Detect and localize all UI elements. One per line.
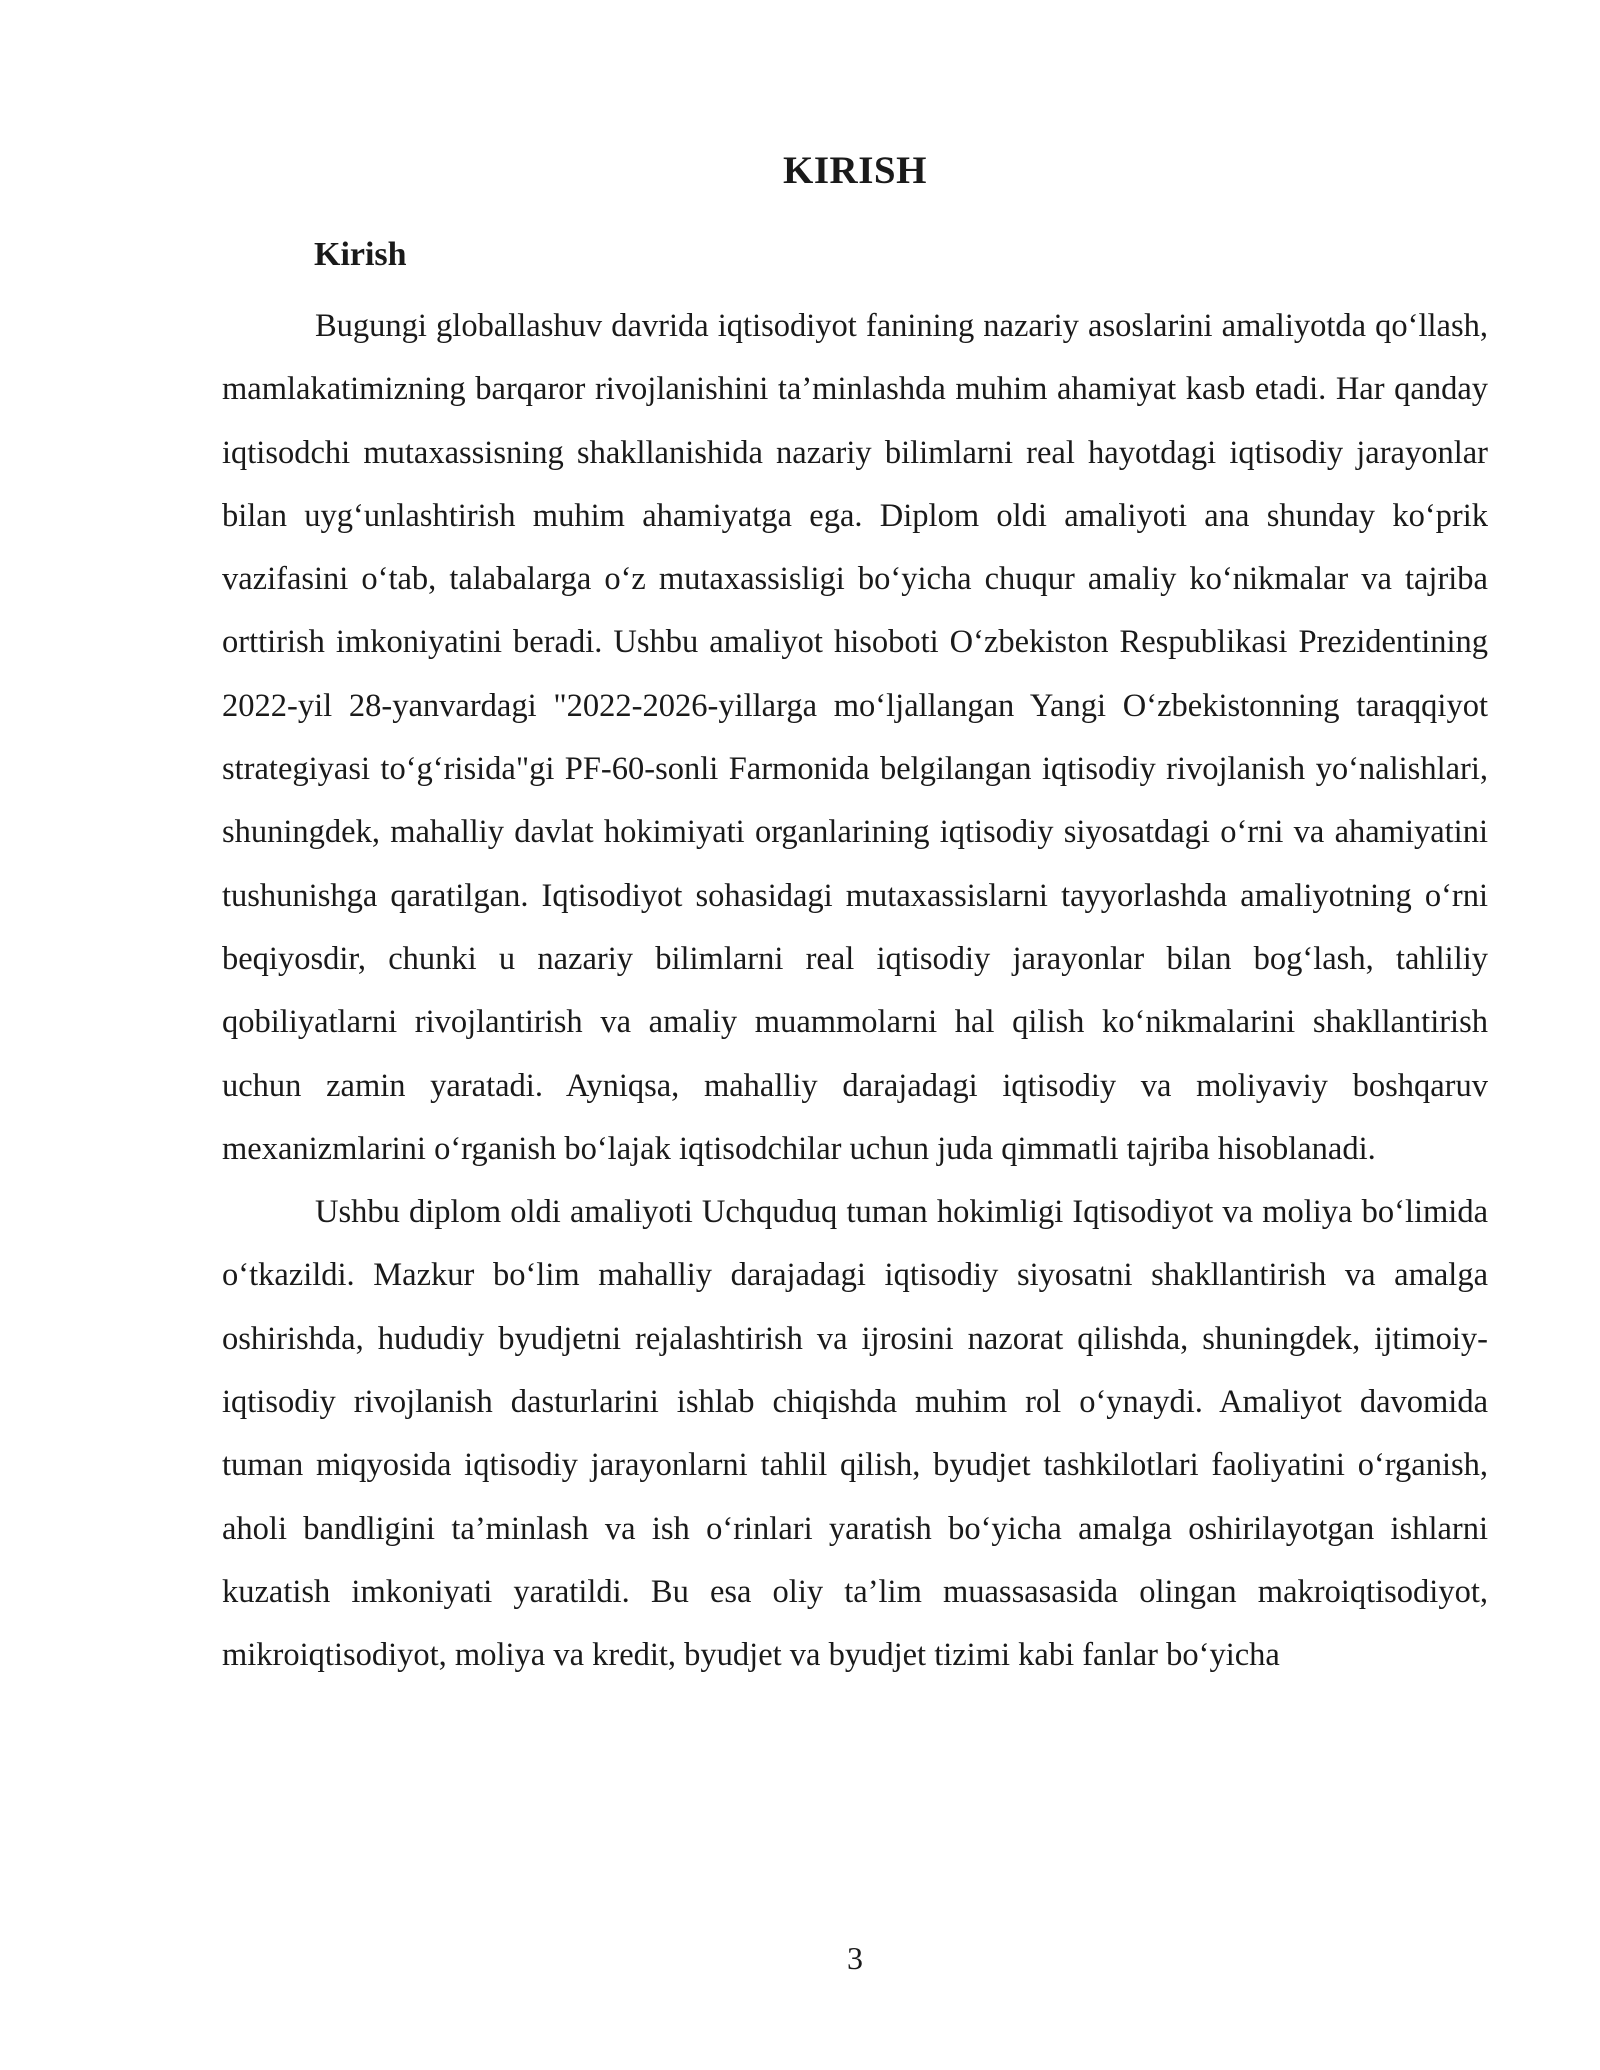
section-heading: Kirish <box>314 236 407 273</box>
body-text <box>222 295 1488 1688</box>
page-number: 3 <box>847 1940 863 1976</box>
paragraph: Bugungi globallashuv davrida iqtisodiyot fanining nazariy asoslarini amaliyotda qo‘llash, mamlakatimizning barqaror rivojlanishini ta’minlashda muhim ahamiyat kasb etadi. Har qanday iqtisodchi mutaxassisning shakllanishida nazariy bilimlarni real hayotdagi iqtisodiy jarayonlar bilan uyg‘unlashtirish muhim ahamiyatga ega. Diplom oldi amaliyoti ana shunday ko‘prik vazifasini o‘tab, talabalarga o‘z mutaxassisligi bo‘yicha chuqur amaliy ko‘nikmalar va tajriba orttirish imkoniyatini beradi. Ushbu amaliyot hisoboti O‘zbekiston Respublikasi Prezidentining 2022-yil 28-yanvardagi "2022-2026-yillarga mo‘ljallangan Yangi O‘zbekistonning taraqqiyot strategiyasi to‘g‘risida"gi PF-60-sonli Farmonida belgilangan iqtisodiy rivojlanish yo‘nalishlari, shuningdek, mahalliy davlat hokimiyati organlarining iqtisodiy siyosatdagi o‘rni va ahamiyatini tushunishga qaratilgan. Iqtisodiyot sohasidagi mutaxassislarni tayyorlashda amaliyotning o‘rni beqiyosdir, chunki u nazariy bilimlarni real iqtisodiy jarayonlar bilan bog‘lash, tahliliy qobiliyatlarni rivojlantirish va amaliy muammolarni hal qilish ko‘nikmalarini shakllantirish uchun zamin yaratadi. Ayniqsa, mahalliy darajadagi iqtisodiy va moliyaviy boshqaruv mexanizmlarini o‘rganish bo‘lajak iqtisodchilar uchun juda qimmatli tajriba hisoblanadi. <box>222 308 1488 1167</box>
page-title: KIRISH <box>783 149 927 192</box>
paragraph: Ushbu diplom oldi amaliyoti Uchquduq tuman hokimligi Iqtisodiyot va moliya bo‘limida o‘tkazildi. Mazkur bo‘lim mahalliy darajadagi iqtisodiy siyosatni shakllantirish va amalga oshirishda, hududiy byudjetni rejalashtirish va ijrosini nazorat qilishda, shuningdek, ijtimoiy-iqtisodiy rivojlanish dasturlarini ishlab chiqishda muhim rol o‘ynaydi. Amaliyot davomida tuman miqyosida iqtisodiy jarayonlarni tahlil qilish, byudjet tashkilotlari faoliyatini o‘rganish, aholi bandligini ta’minlash va ish o‘rinlari yaratish bo‘yicha amalga oshirilayotgan ishlarni kuzatish imkoniyati yaratildi. Bu esa oliy ta’lim muassasasida olingan makroiqtisodiyot, mikroiqtisodiyot, moliya va kredit, byudjet va byudjet tizimi kabi fanlar bo‘yicha <box>222 1194 1488 1674</box>
